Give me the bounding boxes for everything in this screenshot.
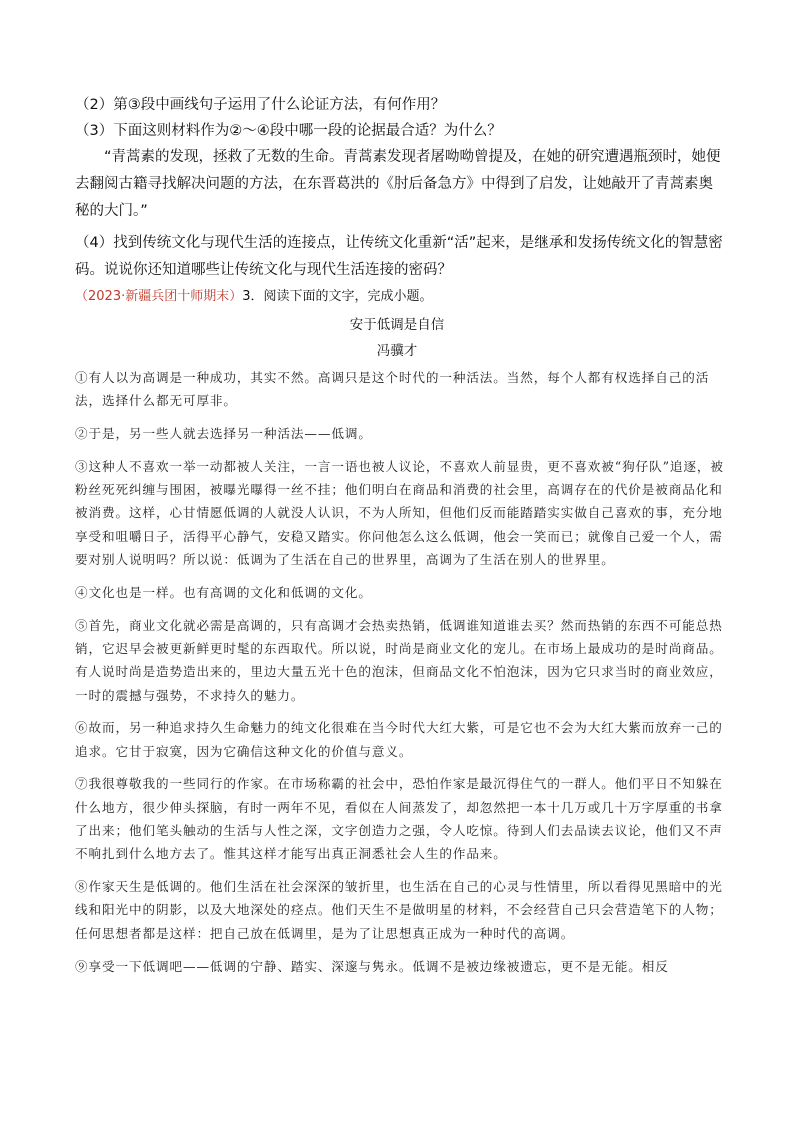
paragraph: ②于是，另一些人就去选择另一种活法——低调。 — [75, 426, 372, 442]
article-author: 冯骥才 — [376, 343, 418, 359]
question-4: （4）找到传统文化与现代生活的连接点，让传统文化重新“活”起来，是继承和发扬传统文化的智慧密码。说说你还知道哪些让传统文化与现代生活连接的密码？ — [75, 235, 723, 278]
paragraph: ⑧作家天生是低调的。他们生活在社会深深的皱折里，也生活在自己的心灵与性情里，所以看得见黑暗中的光线和阳光中的阴影，以及大地深处的痉点。他们天生不是做明星的材料，不会经营自己只会营造笔下的人物；任何思想者都是这样：把自己放在低调里，是为了让思想真正成为一种时代的高调。 — [75, 879, 723, 941]
paragraph: ④文化也是一样。也有高调的文化和低调的文化。 — [75, 584, 372, 600]
paragraph: ⑦我很尊敬我的一些同行的作家。在市场称霸的社会中，恐怕作家是最沉得住气的一群人。他们平日不知躲在什么地方，很少伸头探脑，有时一两年不见，看似在人间蒸发了，却忽然把一本十几万或几十万字厚重的书拿了出来；他们笔头触动的生活与人性之深，文字创造力之强，令人吃惊。待到人们去品读去议论，他们又不声不响扎到什么地方去了。惟其这样才能写出真正洞悉社会人生的作品来。 — [75, 776, 723, 862]
paragraph: ⑤首先，商业文化就必需是高调的，只有高调才会热卖热销，低调谁知道谁去买？然而热销的东西不可能总热销，它迟早会被更新鲜更时髦的东西取代。所以说，时尚是商业文化的宠儿。在市场上最成功的是时尚商品。有人说时尚是造势造出来的，里边大量五光十色的泡沫，但商品文化不怕泡沫，因为它只求当时的商业效应，一时的震撼与强势，不求持久的魅力。 — [75, 617, 723, 703]
paragraph: ③这种人不喜欢一举一动都被人关注，一言一语也被人议论，不喜欢人前显贵，更不喜欢被“狗仔队”追逐，被粉丝死死纠缠与围困，被曝光曝得一丝不挂；他们明白在商品和消费的社会里，高调存在的代价是被商品化和被消费。这样，心甘情愿低调的人就没人认识，不为人所知，但他们反而能踏踏实实做自己喜欢的事，充分地享受和咀嚼日子，活得平心静气，安稳又踏实。你问他怎么这么低调，他会一笑而已；就像自己爱一个人，需要对别人说明吗？所以说：低调为了生活在自己的世界里，高调为了生活在别人的世界里。 — [75, 458, 724, 568]
source-line — [75, 286, 725, 308]
article-title: 安于低调是自信 — [349, 317, 445, 333]
paragraph: ⑨享受一下低调吧——低调的宁静、踏实、深邃与隽永。低调不是被边缘被遗忘，更不是无能。相反 — [75, 958, 669, 974]
paragraph: ①有人以为高调是一种成功，其实不然。高调只是这个时代的一种活法。当然，每个人都有权选择自己的活法，选择什么都无可厚非。 — [75, 370, 710, 409]
paragraph: ⑥故而，另一种追求持久生命魅力的纯文化很难在当今时代大红大紫，可是它也不会为大红大紫而放弃一己的追求。它甘于寂寞，因为它确信这种文化的价值与意义。 — [75, 720, 723, 759]
source-instruction: 3．阅读下面的文字，完成小题。 — [242, 289, 433, 304]
question-material: “青蒿素的发现，拯救了无数的生命。青蒿素发现者屠呦呦曾提及，在她的研究遭遇瓶颈时，她便去翻阅古籍寻找解决问题的方法，在东晋葛洪的《肘后备急方》中得到了启发，让她敲开了青蒿素奥秘的大门。” — [75, 149, 721, 219]
question-3: （3）下面这则材料作为②～④段中哪一段的论据最合适？为什么？ — [75, 123, 502, 139]
article-body — [75, 366, 727, 987]
source-tag: （2023·新疆兵团十师期末） — [75, 289, 243, 304]
question-2: （2）第③段中画线句子运用了什么论证方法，有何作用？ — [75, 97, 446, 113]
